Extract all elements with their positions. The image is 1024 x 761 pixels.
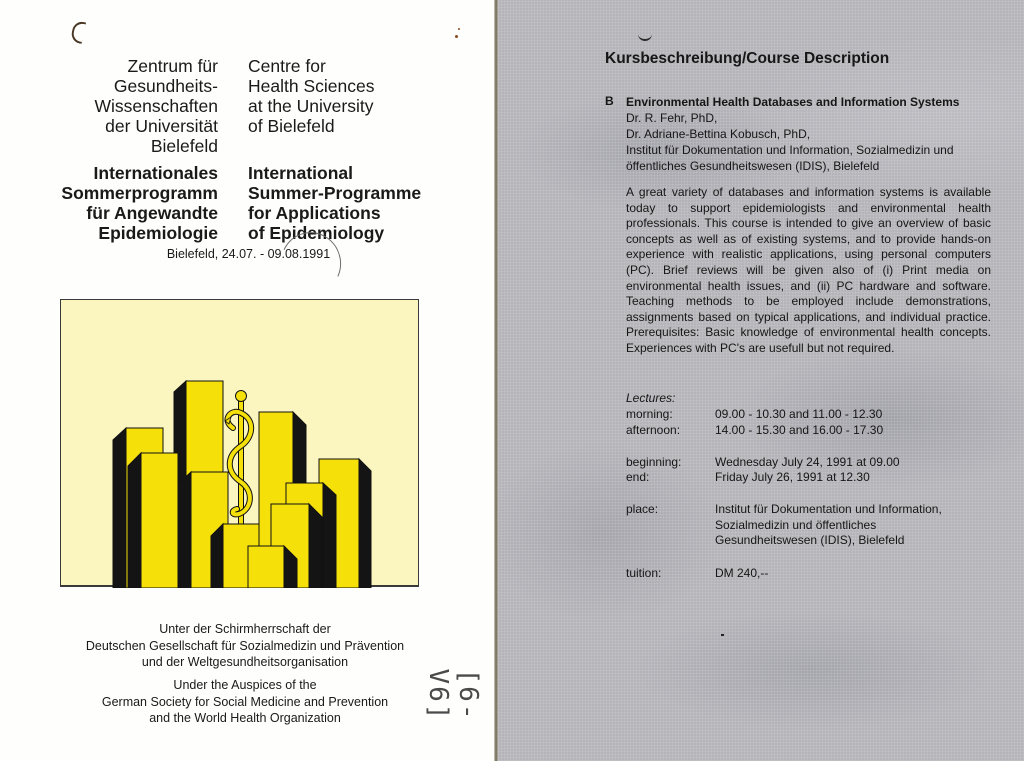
text-line: Gesundheitswesen (IDIS), Bielefeld [715, 533, 905, 548]
text-line: für Angewandte [86, 203, 218, 223]
text-line: Bielefeld [150, 136, 218, 156]
course-header [626, 94, 996, 174]
text-line: Sozialmedizin und öffentliches [715, 517, 877, 532]
paper-speck [721, 634, 724, 636]
course-description-text: A great variety of databases and information systems is available today to support epidemiologists and environmental health professionals. This course is intended to give an overview of basic concepts as well as of existing systems, and to provide hands-on experience with realistic applications, using personal computers (PC). Brief reviews will be given also of (i) Print media on environmental health issues, and (ii) PC hardware and software. Teaching methods to be employed include demonstrations, assignments based on typical applications, and individual practice. Prerequisites: Basic knowledge of environmental health concepts. Experiences with PC's are usefull but not required. [626, 185, 991, 355]
programme-title-german [61, 163, 218, 243]
rod-of-asclepius-icon [225, 391, 251, 525]
institution-name-german [94, 56, 218, 156]
tuition-label: tuition: [626, 566, 662, 580]
buildings-with-rod-of-asclepius-icon [61, 300, 420, 588]
text-line: Health Sciences [248, 76, 375, 96]
text-line: Under the Auspices of the [173, 678, 317, 692]
text-line: Epidemiologie [98, 223, 218, 243]
beginning-label: beginning: [626, 455, 682, 469]
instructor: Dr. R. Fehr, PhD, [626, 111, 718, 125]
auspices-german [60, 621, 430, 671]
programme-title-english [248, 163, 421, 243]
page-title: Kursbeschreibung/Course Description [605, 50, 890, 67]
text-line: Zentrum für [127, 56, 218, 76]
institute-line: öffentliches Gesundheitswesen (IDIS), Bielefeld [626, 159, 880, 173]
text-line: for Applications [248, 203, 381, 223]
text-line: Internationales [93, 163, 218, 183]
text-line: der Universität [105, 116, 218, 136]
auspices-english [60, 677, 430, 727]
instructor: Dr. Adriane-Bettina Kobusch, PhD, [626, 127, 811, 141]
text-line: and the World Health Organization [149, 711, 341, 725]
brochure-cover-page [0, 0, 497, 761]
text-line: und der Weltgesundheitsorganisation [141, 655, 349, 669]
text-line: Gesundheits- [113, 76, 218, 96]
afternoon-value: 14.00 - 15.30 and 16.00 - 17.30 [715, 423, 884, 437]
cover-illustration [60, 299, 419, 587]
institution-name-english [248, 56, 374, 136]
handwritten-catalog-note: [6-V6] [423, 668, 483, 722]
morning-label: morning: [626, 407, 673, 421]
text-line: Institut für Dokumentation und Information, [715, 502, 942, 516]
place-value [715, 502, 942, 549]
end-value: Friday July 26, 1991 at 12.30 [715, 470, 870, 484]
end-label: end: [626, 470, 650, 484]
paper-speck [455, 35, 458, 38]
course-letter: B [605, 94, 614, 108]
text-line: Wissenschaften [94, 96, 218, 116]
paper-speck [458, 28, 460, 30]
text-line: at the University [248, 96, 374, 116]
text-line: of Epidemiology [248, 223, 385, 243]
staple-mark-icon [70, 20, 86, 44]
afternoon-label: afternoon: [626, 423, 681, 437]
morning-value: 09.00 - 10.30 and 11.00 - 12.30 [715, 407, 883, 421]
text-line: Summer-Programme [248, 183, 422, 203]
text-line: Centre for [248, 56, 326, 76]
place-label: place: [626, 502, 659, 516]
text-line: Unter der Schirmherrschaft der [159, 622, 331, 636]
text-line: Sommerprogramm [61, 183, 218, 203]
text-line: International [248, 163, 354, 183]
institute-line: Institut für Dokumentation und Information, Sozialmedizin und [626, 143, 954, 157]
text-line: Deutschen Gesellschaft für Sozialmedizin und Prävention [85, 638, 405, 653]
programme-dates: Bielefeld, 24.07. - 09.08.1991 [166, 247, 331, 261]
beginning-value: Wednesday July 24, 1991 at 09.00 [715, 455, 900, 469]
course-title: Environmental Health Databases and Information Systems [626, 95, 960, 109]
tuition-value: DM 240,-- [715, 566, 769, 580]
text-line: of Bielefeld [248, 116, 335, 136]
text-line: German Society for Social Medicine and Prevention [101, 694, 389, 709]
lectures-heading: Lectures: [626, 391, 676, 405]
